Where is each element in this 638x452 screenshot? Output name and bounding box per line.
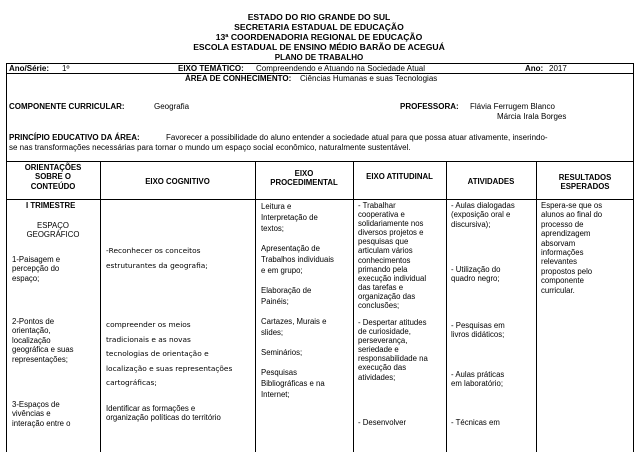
content-line: representações; [12, 354, 68, 364]
trimestre-label: I TRIMESTRE [26, 201, 76, 210]
content-item-3 [12, 400, 71, 428]
procedimental-item [261, 347, 334, 358]
atitudinal-line: seriedade e [358, 345, 399, 355]
cognitivo-line: -Reconhecer os conceitos [106, 246, 201, 255]
ano-value: 2017 [549, 64, 567, 73]
col-divider-4 [446, 161, 447, 452]
resultados-line: informações [541, 248, 584, 258]
content-line: interação entre o [12, 418, 71, 428]
procedimental-item [261, 243, 334, 276]
header-escola: ESCOLA ESTADUAL DE ENSINO MÉDIO BARÃO DE ACEGUÁ [193, 42, 445, 52]
atividades-line: - Aulas dialogadas [451, 201, 515, 210]
header-state: ESTADO DO RIO GRANDE DO SUL [247, 12, 391, 22]
atitudinal-line: pesquisas que [358, 237, 409, 247]
ano-serie-value: 1º [62, 64, 70, 73]
espaco-line: GEOGRÁFICO [26, 230, 80, 240]
procedimental-line: Bibliográficas e na [261, 379, 325, 388]
atividades-line: em laboratório; [451, 379, 504, 389]
content-line: orientação, [12, 326, 51, 336]
cognitivo-item-1 [106, 244, 208, 273]
header-eixo-procedimental [255, 169, 353, 188]
cognitivo-line: organização políticas do território [106, 413, 221, 423]
ano-serie-label: Ano/Série: [9, 64, 50, 73]
plano-title: PLANO DE TRABALHO [274, 53, 364, 62]
eixo-tematico-value: Compreendendo e Atuando na Sociedade Atual [256, 64, 426, 73]
procedimental-line: Cartazes, Murais e [261, 317, 327, 326]
eixo-tematico-label: EIXO TEMÁTICO: [178, 64, 244, 73]
atitudinal-line: articulam vários [358, 246, 413, 256]
professora-label: PROFESSORA: [400, 102, 459, 111]
professora-value-2: Márcia Irala Borges [497, 112, 567, 121]
header-procedimental-line: PROCEDIMENTAL [270, 178, 338, 188]
atividades-item-4 [451, 370, 504, 389]
content-line: 2-Pontos de [12, 317, 55, 326]
atividades-item-5: - Técnicas em [451, 418, 500, 427]
professora-value-1: Flávia Ferrugem Blanco [470, 102, 555, 111]
resultados-line: aprendizagem [541, 229, 591, 239]
procedimental-item [261, 367, 334, 400]
cognitivo-line: localização e suas representações [106, 363, 233, 373]
resultados-line: curricular. [541, 285, 575, 295]
procedimental-line: Elaboração de [261, 286, 312, 295]
content-line: 1-Paisagem e [12, 255, 61, 264]
atitudinal-line: responsabilidade na [358, 354, 428, 364]
cognitivo-line: compreender os meios [106, 320, 191, 329]
content-line: localização [12, 335, 51, 345]
atitudinal-line: solidariamente nos [358, 219, 424, 229]
ano-label: Ano: [525, 64, 544, 73]
procedimental-line: Painéis; [261, 297, 289, 306]
atitudinal-line: das tarefas e [358, 282, 404, 292]
resultados-text [541, 201, 602, 295]
header-resultados-line: ESPERADOS [560, 182, 610, 192]
cognitivo-item-2 [106, 318, 232, 391]
atitudinal-item-3: - Desenvolver [358, 418, 407, 427]
procedimental-item [261, 201, 334, 234]
atitudinal-line: execução das [358, 363, 407, 373]
principio-line-1: Favorecer a possibilidade do aluno entender a sociedade atual para que possa atuar ativamente, inserindo- [166, 133, 548, 142]
atitudinal-line: - Trabalhar [358, 201, 396, 210]
cognitivo-line: Identificar as formações e [106, 404, 196, 413]
atitudinal-line: execução individual [358, 273, 427, 283]
procedimental-line: Trabalhos individuais [261, 255, 334, 264]
componente-label: COMPONENTE CURRICULAR: [9, 102, 125, 111]
header-orientacoes [6, 163, 100, 191]
atitudinal-line: atividades; [358, 372, 396, 382]
atividades-item-2 [451, 265, 500, 284]
cognitivo-line: estruturantes da geografia; [106, 260, 208, 270]
resultados-line: componente [541, 276, 584, 286]
atitudinal-item-1 [358, 201, 426, 310]
header-eixo-atitudinal: EIXO ATITUDINAL [366, 172, 433, 181]
espaco-line: ESPAÇO [37, 221, 69, 230]
cognitivo-line: tradicionais e as novas [106, 334, 191, 344]
principio-line-2: se nas transformações necessárias para tornar o mundo um espaço social econômico, naturalmente sustentável. [9, 143, 411, 152]
header-coordenadoria: 13ª COORDENADORIA REGIONAL DE EDUCAÇÃO [215, 32, 423, 42]
principio-label: PRINCÍPIO EDUCATIVO DA ÁREA: [9, 133, 140, 142]
header-resultados [536, 173, 634, 192]
atividades-line: - Aulas práticas [451, 370, 505, 379]
procedimental-line: Seminários; [261, 348, 303, 357]
resultados-line: relevantes [541, 257, 577, 267]
atividades-item-1 [451, 201, 515, 229]
header-orientacoes-line: ORIENTAÇÕES [24, 163, 82, 172]
atitudinal-line: conhecimentos [358, 255, 411, 265]
col-divider-5 [536, 161, 537, 452]
content-line: geográfica e suas [12, 345, 74, 355]
atitudinal-line: cooperativa e [358, 210, 405, 220]
content-item-1 [12, 255, 60, 283]
atividades-line: - Pesquisas em [451, 321, 505, 330]
procedimental-line: e em grupo; [261, 266, 303, 275]
procedimental-item [261, 316, 334, 338]
atividades-item-3 [451, 321, 505, 340]
atitudinal-line: - Despertar atitudes [358, 318, 427, 327]
atitudinal-line: conclusões; [358, 301, 400, 311]
atitudinal-line: organização das [358, 291, 416, 301]
header-resultados-line: RESULTADOS [558, 173, 612, 182]
atitudinal-line: perseverança, [358, 336, 408, 346]
procedimental-line: textos; [261, 224, 284, 233]
componente-value: Geografia [154, 102, 190, 111]
header-secretaria: SECRETARIA ESTADUAL DE EDUCAÇÃO [234, 22, 404, 32]
procedimental-line: Internet; [261, 390, 290, 399]
content-line: vivências e [12, 409, 51, 419]
area-value: Ciências Humanas e suas Tecnologias [300, 74, 438, 83]
procedimental-line: Apresentação de [261, 244, 320, 253]
header-eixo-cognitivo: EIXO COGNITIVO [145, 177, 210, 186]
col-divider-3 [353, 161, 354, 452]
header-orientacoes-line: SOBRE O [35, 172, 71, 182]
resultados-line: absorvam [541, 238, 576, 248]
atitudinal-line: primando pela [358, 264, 408, 274]
procedimental-line: Leitura e [261, 202, 292, 211]
atitudinal-line: de curiosidade, [358, 327, 411, 337]
atitudinal-item-2 [358, 318, 428, 382]
resultados-line: Espera-se que os [541, 201, 603, 210]
procedimental-line: Pesquisas [261, 368, 297, 377]
header-atividades: ATIVIDADES [467, 177, 515, 186]
procedimental-line: Interpretação de [261, 213, 318, 222]
procedimental-list [261, 201, 334, 400]
resultados-line: alunos ao final do [541, 210, 603, 220]
espaco-geografico [6, 221, 100, 240]
resultados-line: propostos pelo [541, 266, 593, 276]
content-line: percepção do [12, 264, 60, 274]
atividades-line: (exposição oral e [451, 210, 511, 220]
area-label: ÁREA DE CONHECIMENTO: [185, 74, 292, 83]
header-orientacoes-line: CONTEÚDO [30, 181, 76, 191]
cognitivo-line: cartográficas; [106, 378, 157, 387]
content-item-2 [12, 317, 74, 364]
col-divider-1 [100, 161, 101, 452]
cognitivo-line: tecnologias de orientação e [106, 349, 209, 358]
content-line: espaço; [12, 273, 40, 283]
content-line: 3-Espaços de [12, 400, 60, 409]
header-procedimental-line: EIXO [294, 169, 314, 178]
col-divider-2 [255, 161, 256, 452]
atitudinal-line: diversos projetos e [358, 228, 424, 238]
atividades-line: livros didáticos; [451, 330, 505, 340]
resultados-line: processo de [541, 219, 584, 229]
procedimental-item [261, 285, 334, 307]
procedimental-line: slides; [261, 328, 284, 337]
atividades-line: quadro negro; [451, 274, 500, 284]
cognitivo-item-3 [106, 404, 221, 423]
atividades-line: - Utilização do [451, 265, 501, 274]
atividades-line: discursiva); [451, 219, 491, 229]
